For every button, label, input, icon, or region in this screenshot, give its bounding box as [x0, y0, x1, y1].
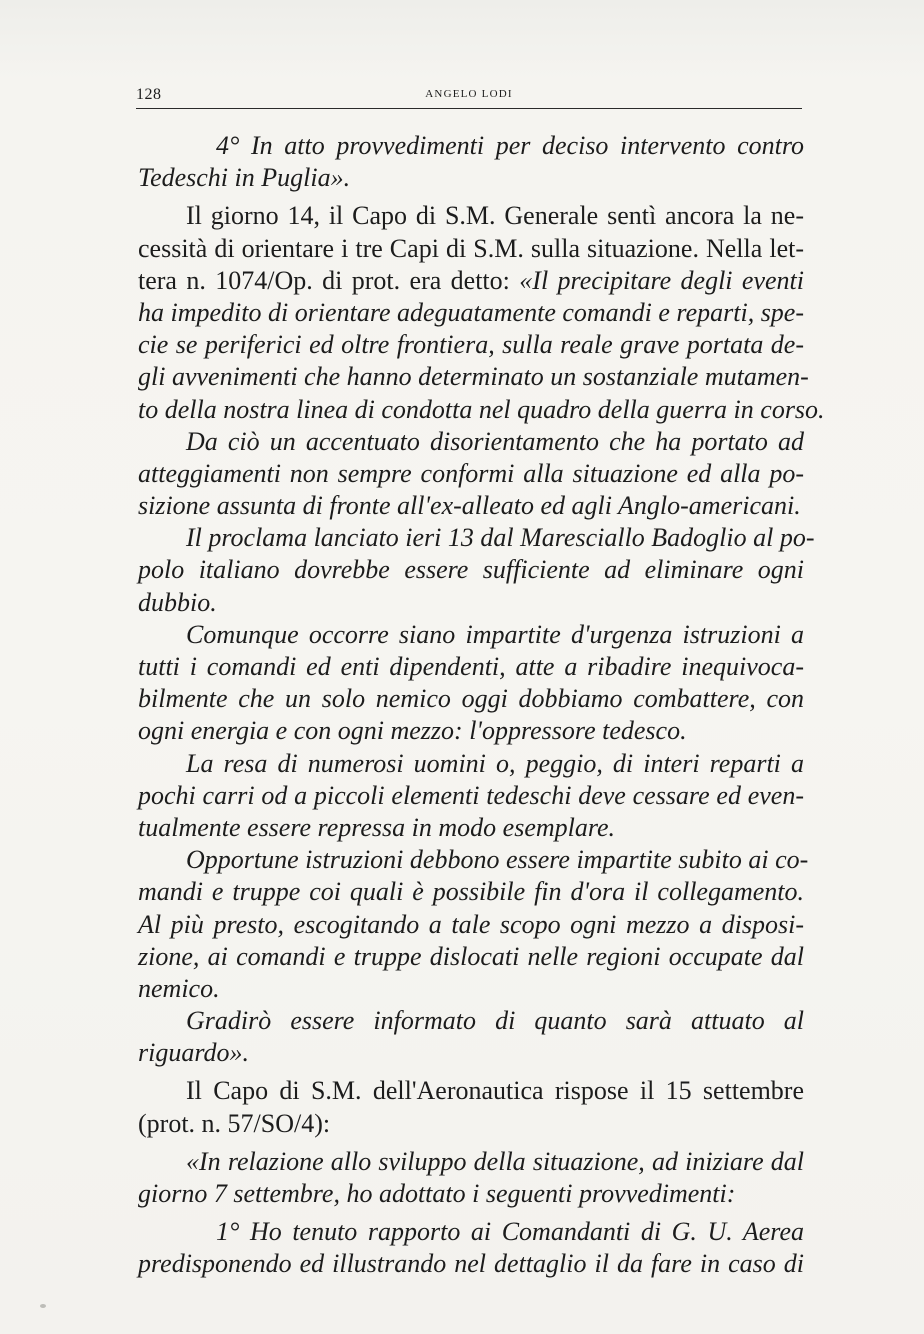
page-header — [136, 86, 802, 109]
text-line: Il proclama lanciato ieri 13 dal Maresciallo Badoglio al po- — [186, 523, 815, 553]
text-span: tera n. 1074/Op. di prot. era detto: — [138, 265, 510, 295]
text-line: ogni energia e con ogni mezzo: l'oppressore tedesco. — [138, 716, 687, 746]
text-line: Il giorno 14, il Capo di S.M. Generale sentì ancora la ne- — [186, 201, 804, 231]
text-line: bilmente che un solo nemico oggi dobbiamo combattere, con — [138, 684, 804, 714]
text-line: tualmente essere repressa in modo esemplare. — [138, 812, 616, 842]
text-line: (prot. n. 57/SO/4): — [138, 1108, 331, 1138]
page-number: 128 — [136, 86, 162, 103]
text-line: 1° Ho tenuto rapporto ai Comandanti di G. U. Aerea — [216, 1217, 804, 1247]
text-line: La resa di numerosi uomini o, peggio, di interi reparti a — [186, 748, 804, 778]
text-line: cie se periferici ed oltre frontiera, sulla reale grave portata de- — [138, 330, 804, 360]
running-head: ANGELO LODI — [425, 88, 513, 100]
text-line: mandi e truppe coi quali è possibile fin d'ora il collegamento. — [138, 877, 804, 907]
text-line: Comunque occorre siano impartite d'urgenza istruzioni a — [186, 619, 804, 649]
text-line: giorno 7 settembre, ho adottato i seguenti provvedimenti: — [138, 1179, 736, 1208]
text-line: predisponendo ed illustrando nel dettaglio il da fare in caso di — [138, 1249, 804, 1279]
text-line: atteggiamenti non sempre conformi alla situazione ed alla po- — [138, 458, 804, 488]
text-line: polo italiano dovrebbe essere sufficiente ad eliminare ogni — [138, 555, 804, 585]
text-span-italic: «Il precipitare degli eventi — [519, 265, 804, 295]
text-line: Il Capo di S.M. dell'Aeronautica rispose il 15 settembre — [186, 1076, 804, 1106]
text-line: Al più presto, escogitando a tale scopo ogni mezzo a disposi- — [138, 909, 804, 939]
text-line: tutti i comandi ed enti dipendenti, atte a ribadire inequivoca- — [138, 652, 804, 681]
text-line: sizione assunta di fronte all'ex-alleato ed agli Anglo-americani. — [138, 491, 801, 521]
text-line: cessità di orientare i tre Capi di S.M. sulla situazione. Nella let- — [138, 233, 804, 263]
text-line: to della nostra linea di condotta nel quadro della guerra in corso. — [138, 394, 825, 424]
text-line — [138, 265, 804, 297]
text-line: pochi carri od a piccoli elementi tedeschi deve cessare ed even- — [138, 780, 804, 810]
text-line: Gradirò essere informato di quanto sarà attuato al — [186, 1006, 804, 1036]
text-line: gli avvenimenti che hanno determinato un sostanziale mutamen- — [138, 362, 809, 392]
text-line: zione, ai comandi e truppe dislocati nelle regioni occupate dal — [138, 941, 804, 971]
text-line: nemico. — [138, 973, 220, 1003]
paper-speck — [40, 1304, 46, 1308]
text-line: «In relazione allo sviluppo della situazione, ad iniziare dal — [186, 1146, 804, 1176]
text-line: dubbio. — [138, 587, 217, 617]
text-line: ha impedito di orientare adeguatamente comandi e reparti, spe- — [138, 297, 805, 327]
text-line: 4° In atto provvedimenti per deciso intervento contro — [216, 131, 804, 160]
text-line: Tedeschi in Puglia». — [138, 163, 351, 193]
text-line: Opportune istruzioni debbono essere impartite subito ai co- — [186, 845, 809, 875]
text-line: riguardo». — [138, 1038, 249, 1068]
body-text — [138, 130, 825, 1281]
text-line: Da ciò un accentuato disorientamento che ha portato ad — [186, 426, 804, 456]
